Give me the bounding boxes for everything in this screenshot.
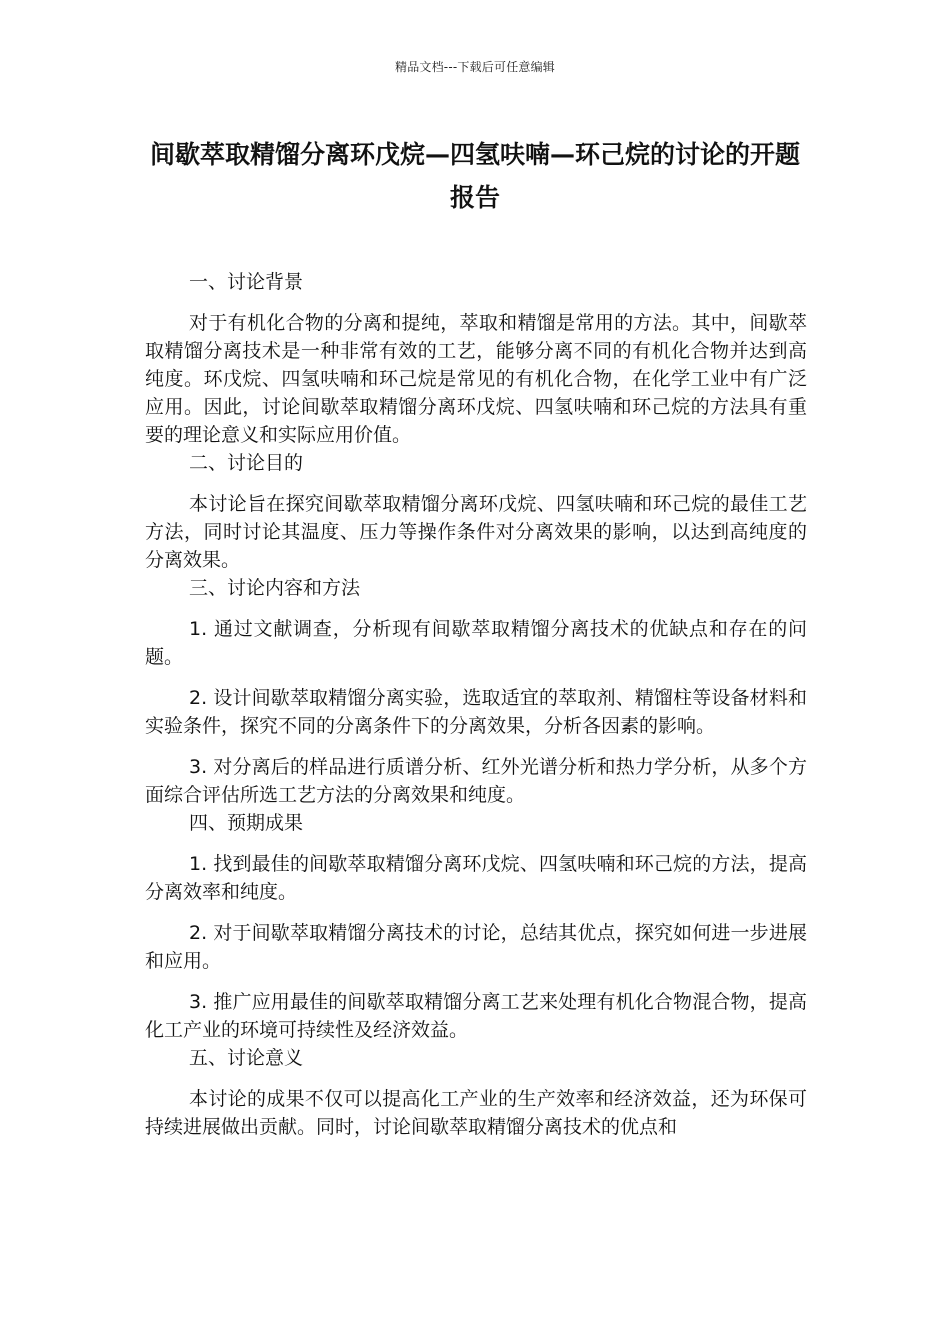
list-paragraph: 1. 找到最佳的间歇萃取精馏分离环戊烷、四氢呋喃和环己烷的方法，提高分离效率和纯度。 [145,853,807,903]
list-paragraph: 3. 推广应用最佳的间歇萃取精馏分离工艺来处理有机化合物混合物，提高化工产业的环境可持续性及经济效益。 [145,991,807,1041]
list-paragraph: 2. 对于间歇萃取精馏分离技术的讨论，总结其优点，探究如何进一步进展和应用。 [145,922,807,972]
section-heading: 五、讨论意义 [189,1047,304,1069]
section-heading: 三、讨论内容和方法 [189,577,361,599]
header-note: 精品文档---下载后可任意编辑 [395,60,555,74]
document-body [145,268,807,1141]
section-heading: 二、讨论目的 [189,452,304,474]
document-title: 间歇萃取精馏分离环戊烷—四氢呋喃—环己烷的讨论的开题报告 [149,140,800,212]
list-paragraph: 3. 对分离后的样品进行质谱分析、红外光谱分析和热力学分析，从多个方面综合评估所选工艺方法的分离效果和纯度。 [145,756,807,806]
body-paragraph: 对于有机化合物的分离和提纯，萃取和精馏是常用的方法。其中，间歇萃取精馏分离技术是一种非常有效的工艺，能够分离不同的有机化合物并达到高纯度。环戊烷、四氢呋喃和环己烷是常见的有机化合物，在化学工业中有广泛应用。因此，讨论间歇萃取精馏分离环戊烷、四氢呋喃和环己烷的方法具有重要的理论意义和实际应用价值。 [145,312,807,446]
section-heading: 一、讨论背景 [189,271,304,293]
list-paragraph: 2. 设计间歇萃取精馏分离实验，选取适宜的萃取剂、精馏柱等设备材料和实验条件，探究不同的分离条件下的分离效果，分析各因素的影响。 [145,687,807,737]
list-paragraph: 1. 通过文献调查，分析现有间歇萃取精馏分离技术的优缺点和存在的问题。 [145,618,807,668]
body-paragraph: 本讨论旨在探究间歇萃取精馏分离环戊烷、四氢呋喃和环己烷的最佳工艺方法，同时讨论其温度、压力等操作条件对分离效果的影响，以达到高纯度的分离效果。 [145,493,807,571]
body-paragraph: 本讨论的成果不仅可以提高化工产业的生产效率和经济效益，还为环保可持续进展做出贡献。同时，讨论间歇萃取精馏分离技术的优点和 [145,1088,807,1138]
section-heading: 四、预期成果 [189,812,304,834]
